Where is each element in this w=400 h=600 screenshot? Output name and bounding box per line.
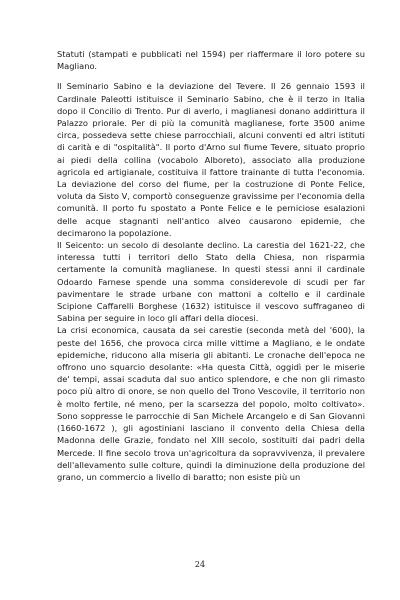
paragraph-continuation: Statuti (stampati e pubblicati nel 1594) per riaffermare il loro potere su Magliano.: [57, 49, 365, 72]
body-text: [57, 48, 365, 483]
paragraph-seminario-sabino: Il Seminario Sabino e la deviazione del Tevere. Il 26 gennaio 1593 il Cardinale Paleotti istituisce il Seminario Sabino, che è il terzo in Italia dopo il Concilio di Trento. Pur di averlo, i maglianesi donano addirittura il Palazzo priorale. Per di più la comunità maglianese, forte 3500 anime circa, possedeva sette chiese parrocchiali, alcuni conventi ed altri istituti di carità e di "ospitalità". Il porto d'Arno sul fiume Tevere, situato proprio ai piedi della collina (vocabolo Alboreto), associato alla produzione agricola ed artigianale, costituiva il fattore trainante di tutta l'economia. La deviazione del corso del fiume, per la costruzione di Ponte Felice, voluta da Sisto V, comportò conseguenze gravissime per l'economia della comunità. Il porto fu spostato a Ponte Felice e le perniciose esalazioni delle acque stagnanti nell'antico alveo causarono epidemie, che decimarono la popolazione.: [57, 81, 365, 238]
page-number: 24: [194, 560, 206, 569]
paragraph-seicento: Il Seicento: un secolo di desolante declino. La carestia del 1621-22, che interessa tutti i territori dello Stato della Chiesa, non risparmia certamente la comunità maglianese. In questi stessi anni il cardinale Odoardo Farnese spende una somma considerevole di scudi per far pavimentare le strade urbane con mattoni a coltello e il cardinale Scipione Caffarelli Borghese (1632) istituisce il vescovo suffraganeo di Sabina per seguire in loco gli affari della diocesi.: [57, 240, 365, 324]
paragraph-crisi-economica: La crisi economica, causata da sei carestie (seconda metà del '600), la peste del 1656, che provoca circa mille vittime a Magliano, e le ondate epidemiche, riducono alla miseria gli abitanti. Le cronache dell'epoca ne offrono uno squarcio desolante: «Ha questa Città, oggidì per le miserie de' tempi, assai scaduta dal suo antico splendore, e che non gli rimasto poco più altro di onore, se non quello del Trono Vescovile, il territorio non è molto fertile, né meno, per la scarsezza del popolo, molto coltivato». Sono soppresse le parrocchie di San Michele Arcangelo e di San Giovanni (1660-1672 ), gli agostiniani lasciano il convento della Chiesa della Madonna delle Grazie, fondato nel XIII secolo, sostituiti dai padri della Mercede. Il fine secolo trova un'agricoltura da sopravvivenza, il prevalere dell'allevamento sulle colture, quindi la diminuzione della produzione del grano, un commercio a livello di baratto; non esiste più un: [57, 325, 365, 482]
